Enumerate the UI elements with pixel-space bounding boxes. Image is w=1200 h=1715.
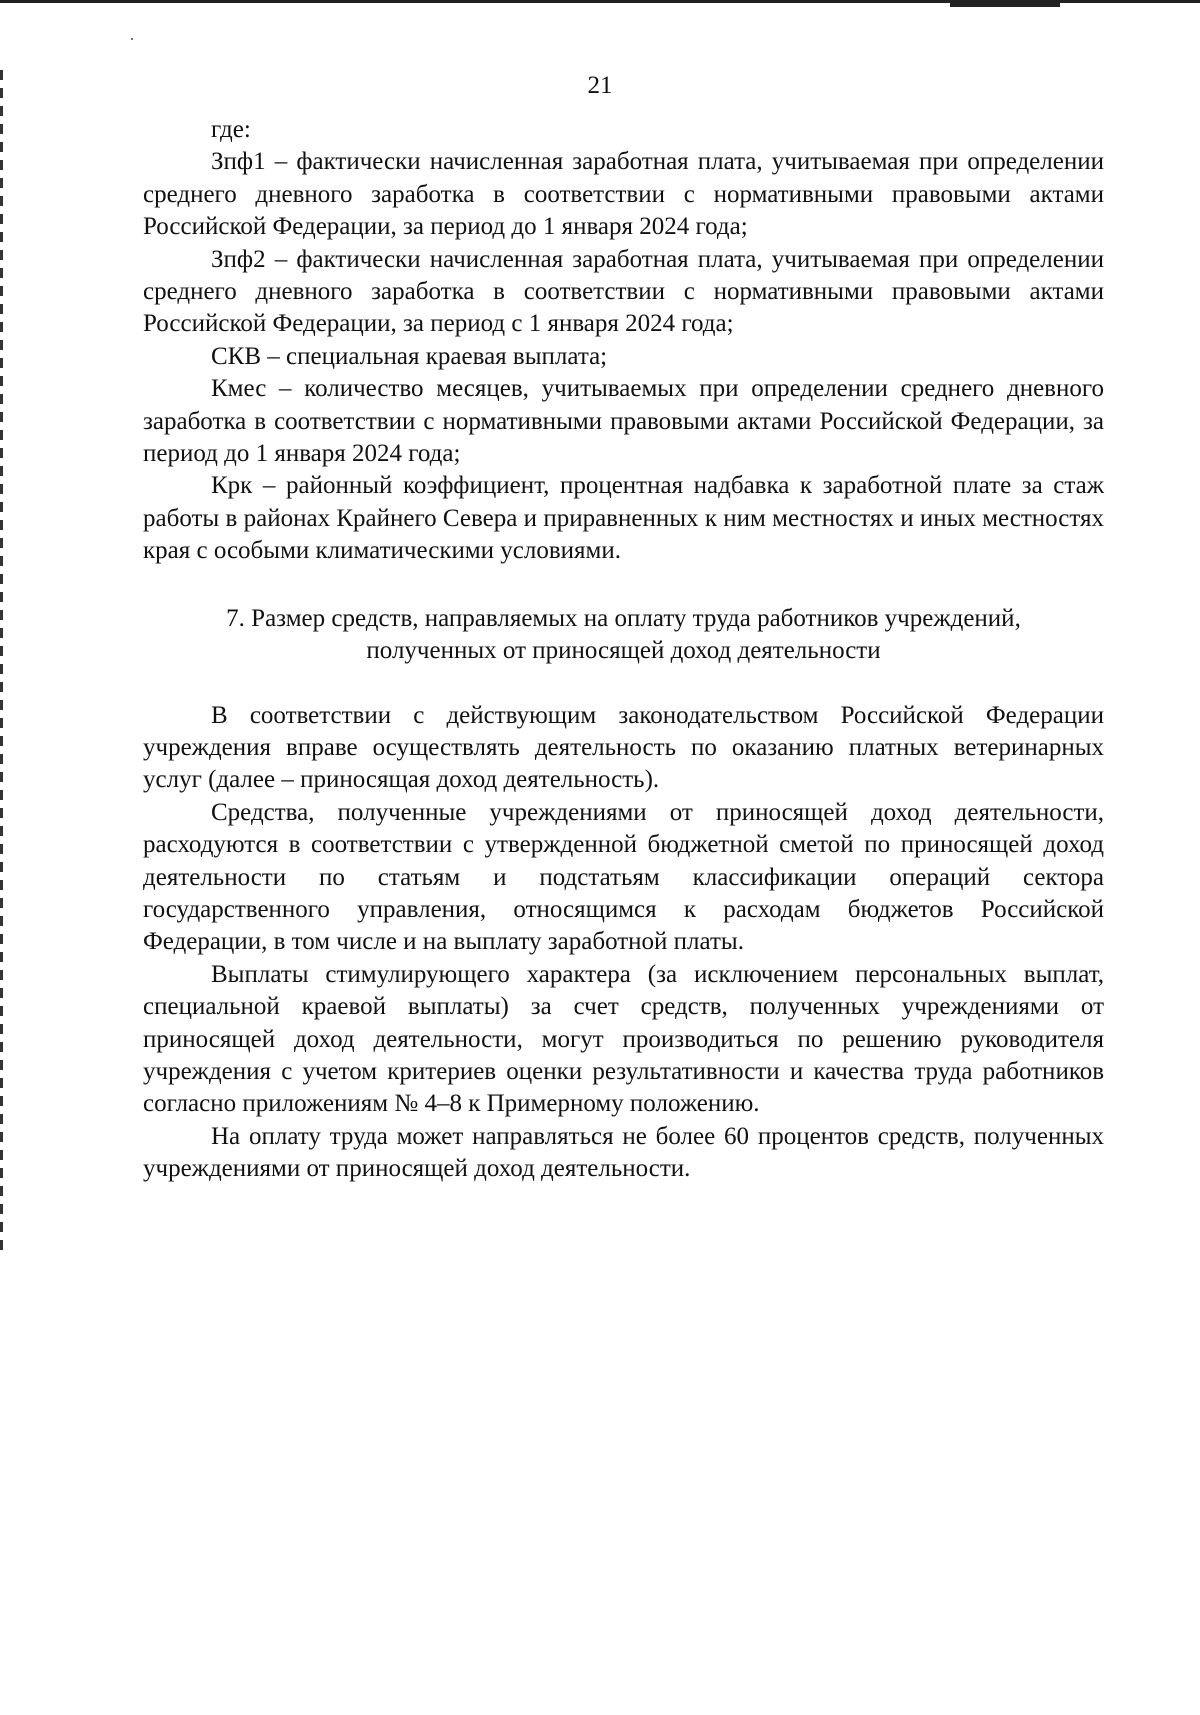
scan-edge-left bbox=[0, 70, 3, 1250]
section-paragraph-3: Выплаты стимулирующего характера (за исключением персональных выплат, специальной краевой выплаты) за счет средств, полученных учреждениями от приносящей доход деятельности, могут производиться по решению руководителя учреждения с учетом критериев оценки результативности и качества труда работников согласно приложениям № 4–8 к Примерному положению. bbox=[143, 960, 1104, 1118]
section-heading-line-1: 7. Размер средств, направляемых на оплату труда работников учреждений, bbox=[226, 604, 1021, 632]
section-paragraph-2: Средства, полученные учреждениями от приносящей доход деятельности, расходуются в соответствии с утвержденной бюджетной сметой по приносящей доход деятельности по статьям и подстатьям классификации операций сектора государственного управления, относящимся к расходам бюджетов Российской Федерации, в том числе и на выплату заработной платы. bbox=[143, 798, 1104, 956]
scan-speck bbox=[131, 38, 133, 40]
definition-zpf2: Зпф2 – фактически начисленная заработная плата, учитываемая при определении среднего дневного заработка в соответствии с нормативными правовыми актами Российской Федерации, за период с 1 января 2024 года; bbox=[143, 245, 1104, 338]
section-heading bbox=[143, 603, 1104, 668]
scan-edge-mark bbox=[950, 3, 1060, 7]
document-body bbox=[143, 114, 1104, 1186]
definition-skv: СКВ – специальная краевая выплата; bbox=[211, 342, 608, 370]
section-paragraph-4: На оплату труда может направляться не более 60 процентов средств, полученных учреждениями от приносящей доход деятельности. bbox=[143, 1122, 1104, 1183]
definition-zpf1: Зпф1 – фактически начисленная заработная плата, учитываемая при определении среднего дневного заработка в соответствии с нормативными правовыми актами Российской Федерации, за период до 1 января 2024 года; bbox=[143, 148, 1104, 241]
section-paragraph-1: В соответствии с действующим законодательством Российской Федерации учреждения вправе осуществлять деятельность по оказанию платных ветеринарных услуг (далее – приносящая доход деятельность). bbox=[143, 701, 1104, 794]
intro-text: где: bbox=[211, 116, 251, 143]
page-number: 21 bbox=[587, 72, 613, 99]
section-heading-line-2: полученных от приносящей доход деятельности bbox=[366, 637, 881, 665]
definition-krk: Крк – районный коэффициент, процентная надбавка к заработной плате за стаж работы в районах Крайнего Севера и приравненных к ним местностях и иных местностях края с особыми климатическими условиями. bbox=[143, 472, 1104, 565]
definition-kmes: Кмес – количество месяцев, учитываемых при определении среднего дневного заработка в соответствии с нормативными правовыми актами Российской Федерации, за период до 1 января 2024 года; bbox=[143, 375, 1104, 468]
